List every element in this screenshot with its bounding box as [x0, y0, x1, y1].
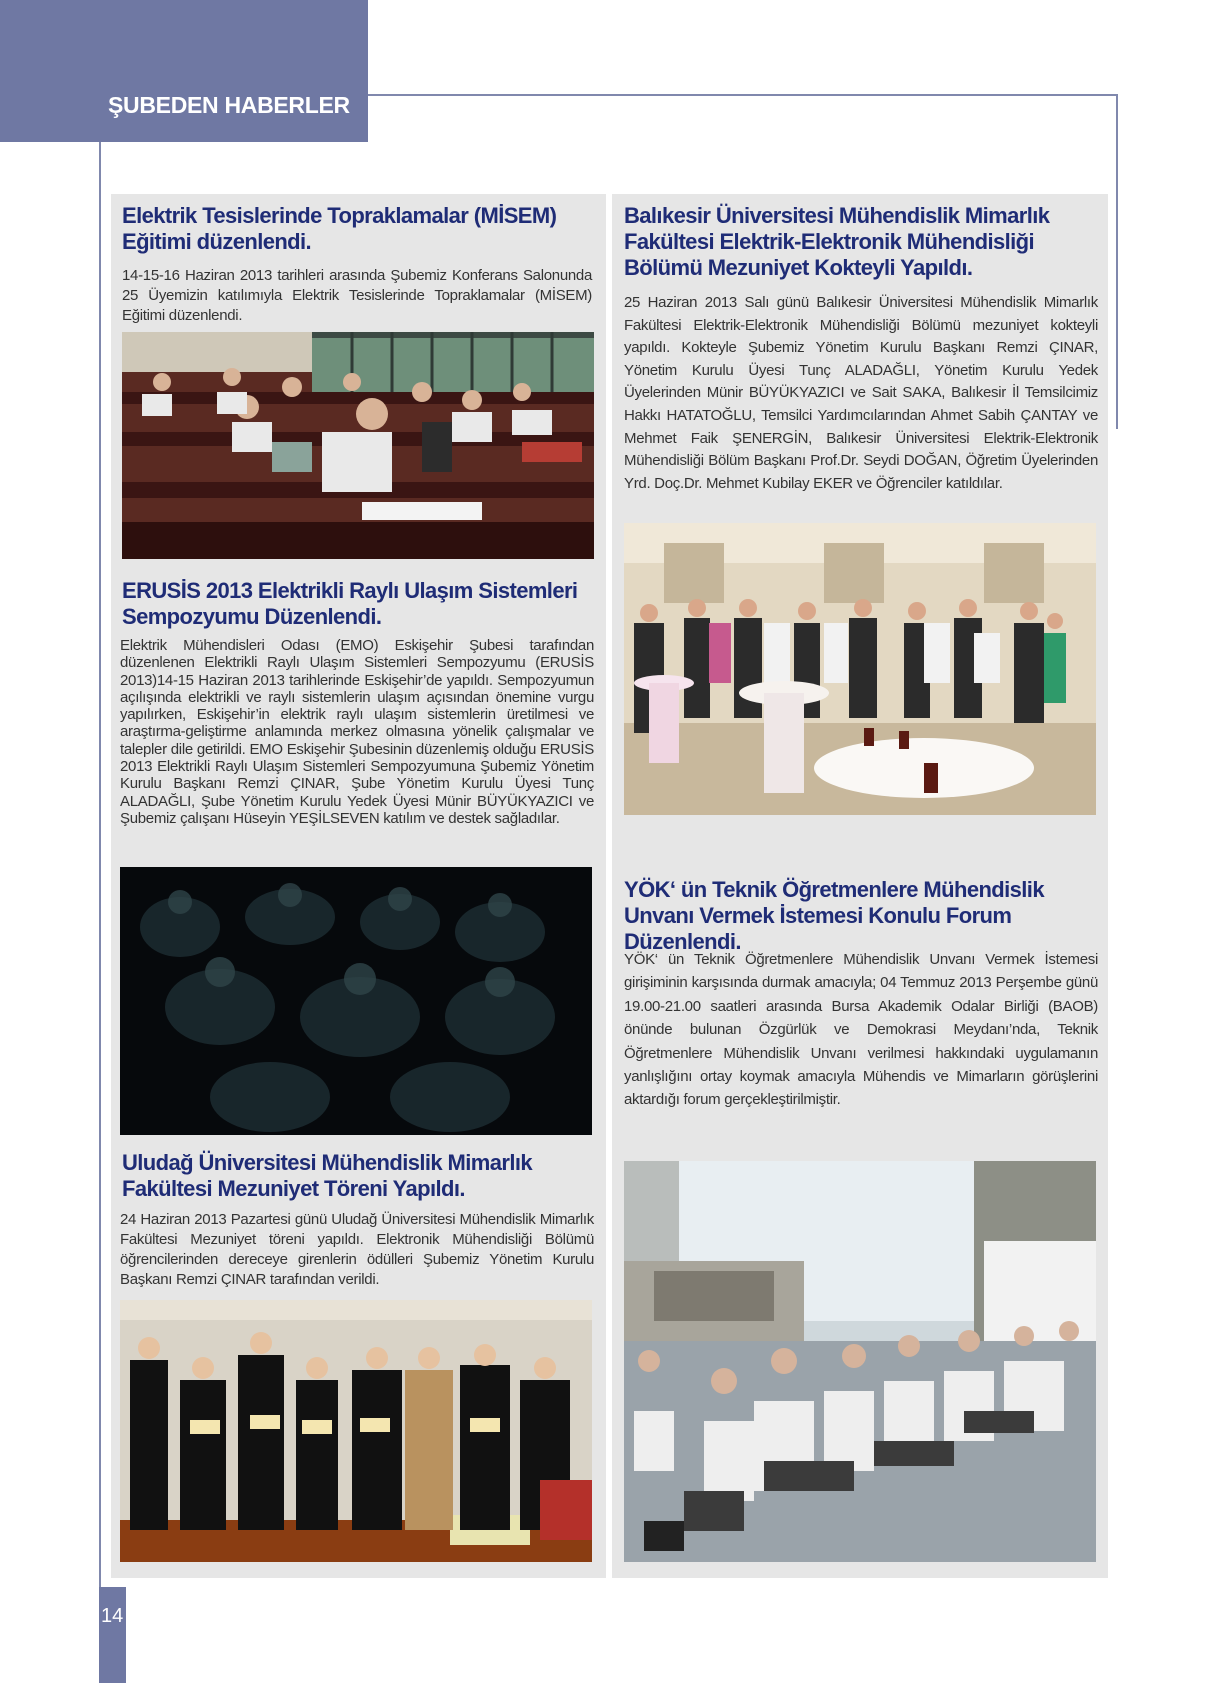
- page-number-tab: [99, 1587, 126, 1683]
- article-balikesir-headline: Balıkesir Üniversitesi Mühendislik Mimarlık Fakültesi Elektrik-Elektronik Mühendisliği Bölümü Mezuniyet Kokteyli Yapıldı.: [624, 203, 1050, 280]
- article-yok-headline: YÖK‘ ün Teknik Öğretmenlere Mühendislik Unvanı Vermek İstemesi Konulu Forum Düzenlendi.: [624, 877, 1044, 954]
- page-number: 14: [101, 1605, 124, 1627]
- section-title: ŞUBEDEN HABERLER: [108, 92, 350, 118]
- article-misem-headline: Elektrik Tesislerinde Topraklamalar (MİSEM) Eğitimi düzenlendi.: [122, 203, 557, 254]
- frame-line-top: [368, 94, 1118, 96]
- article-balikesir-body: 25 Haziran 2013 Salı günü Balıkesir Üniversitesi Mühendislik Mimarlık Fakültesi Elektrik-Elektronik Mühendisliği Bölümü mezuniyet kokteyli yapıldı. Kokteyle Şubemiz Yönetim Kurulu Başkanı Remzi ÇINAR, Yönetim Kurulu Üyesi Tunç ALADAĞLI, Yönetim Kurulu Yedek Üyelerinden Münir BÜYÜKYAZICI ve Sait SAKA, Balıkesir İl Temsilcimiz Hakkı HATATOĞLU, Temsilci Yardımcılarından Ahmet Sabih ÇANTAY ve Mehmet Faik ŞENERGİN, Balıkesir Üniversitesi Elektrik-Elektronik Mühendisliği Bölüm Başkanı Prof.Dr. Seydi DOĞAN, Öğretim Üyelerinden Yrd. Doç.Dr. Mehmet Kubilay EKER ve Öğrenciler katıldılar.: [624, 294, 1098, 492]
- article-erusis-body: Elektrik Mühendisleri Odası (EMO) Eskişehir Şubesi tarafından düzenlenen Elektrikli Raylı Ulaşım Sistemleri Sempozyumu (ERUSİS 2013)14-15 Haziran 2013 tarihlerinde Eskişehir’de yapıldı. Sempozyumun açılışında elektrikli ve raylı sistemlerin ulaşım açısından önemine vurgu yapılırken, Eskişehir’in elektrik raylı ulaşım sistemlerin üretilmesi ve araştırma-geliştirme anlamında merkez olmasına yönelik çalışmalar ve talepler dile getirildi. EMO Eskişehir Şubesinin düzenlemiş olduğu ERUSİS 2013 Elektrikli Raylı Ulaşım Sistemleri Sempozyumuna Şubemiz Yönetim Kurulu Başkanı Remzi ÇINAR, Şube Yönetim Kurulu Üyesi Tunç ALADAĞLI, Şube Yönetim Kurulu Yedek Üyesi Münir BÜYÜKYAZICI ve Şubemiz çalışanı Hüseyin YEŞİLSEVEN katılım ve destek sağladılar.: [120, 637, 594, 827]
- article-uludag-body: 24 Haziran 2013 Pazartesi günü Uludağ Üniversitesi Mühendislik Mimarlık Fakültesi Mezuniyet töreni yapıldı. Elektronik Mühendisliği Bölümü öğrencilerinden dereceye girenlerin ödülleri Şubemiz Yönetim Kurulu Başkanı Remzi ÇINAR tarafından verildi.: [120, 1211, 594, 1288]
- frame-line-right: [1116, 94, 1118, 429]
- article-misem-body: 14-15-16 Haziran 2013 tarihleri arasında Şubemiz Konferans Salonunda 25 Üyemizin katılımıyla Elektrik Tesislerinde Topraklamalar (MİSEM) Eğitimi düzenlendi.: [122, 267, 592, 324]
- photo-graduation-ceremony: [120, 1300, 592, 1562]
- article-erusis-headline: ERUSİS 2013 Elektrikli Raylı Ulaşım Sistemleri Sempozyumu Düzenlendi.: [122, 578, 578, 629]
- photo-graduation-cocktail: [624, 523, 1096, 815]
- photo-open-air-forum: [624, 1161, 1096, 1562]
- photo-symposium-audience: [120, 867, 592, 1135]
- photo-conference-hall: [122, 332, 594, 559]
- frame-line-left: [99, 142, 101, 1587]
- section-header-box: [0, 0, 368, 142]
- article-yok-body: YÖK‘ ün Teknik Öğretmenlere Mühendislik Unvanı Vermek İstemesi girişiminin karşısında durmak amacıyla; 04 Temmuz 2013 Perşembe günü 19.00-21.00 saatleri arasında Bursa Akademik Odalar Birliği (BAOB) önünde bulunan Özgürlük ve Demokrasi Meydanı’nda, Teknik Öğretmenlere Mühendislik Unvanı verilmesi hakkındaki uygulamanın yanlışlığını ortay koymak amacıyla Mühendis ve Mimarların görüşlerini aktardığı forum gerçekleştirilmiştir.: [624, 951, 1098, 1109]
- article-uludag-headline: Uludağ Üniversitesi Mühendislik Mimarlık Fakültesi Mezuniyet Töreni Yapıldı.: [122, 1150, 532, 1201]
